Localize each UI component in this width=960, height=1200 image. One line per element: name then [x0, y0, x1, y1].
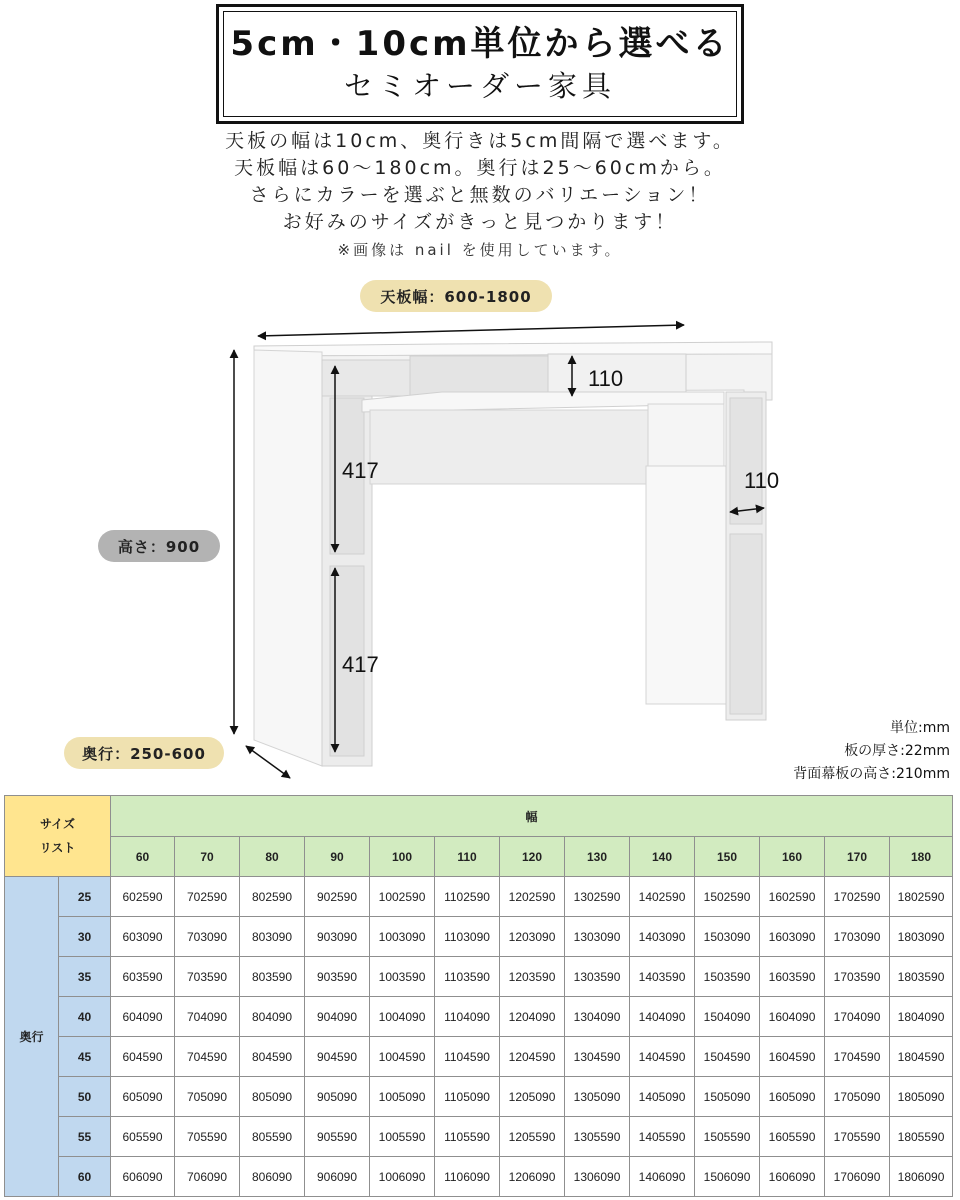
size-code-cell: 1304590 — [565, 1037, 630, 1077]
size-code-cell: 1205090 — [500, 1077, 565, 1117]
size-list-table — [4, 795, 953, 1197]
size-code-cell: 1004090 — [370, 997, 435, 1037]
size-code-cell: 1102590 — [435, 877, 500, 917]
width-column-header: 150 — [695, 837, 760, 877]
size-code-cell: 1604590 — [760, 1037, 825, 1077]
right-lower-opening — [730, 534, 762, 714]
size-code-cell: 803090 — [240, 917, 305, 957]
size-code-cell: 1303090 — [565, 917, 630, 957]
size-code-cell: 905590 — [305, 1117, 370, 1157]
size-code-cell: 705090 — [175, 1077, 240, 1117]
depth-row-header: 30 — [59, 917, 111, 957]
size-code-cell: 804590 — [240, 1037, 305, 1077]
size-code-cell: 805090 — [240, 1077, 305, 1117]
width-column-header: 130 — [565, 837, 630, 877]
depth-row-header: 45 — [59, 1037, 111, 1077]
size-code-cell: 1405090 — [630, 1077, 695, 1117]
size-code-cell: 1805090 — [890, 1077, 953, 1117]
width-column-header: 110 — [435, 837, 500, 877]
desk-apron — [370, 410, 648, 484]
size-code-cell: 1202590 — [500, 877, 565, 917]
size-code-cell: 1004590 — [370, 1037, 435, 1077]
size-code-cell: 1105090 — [435, 1077, 500, 1117]
width-column-header: 160 — [760, 837, 825, 877]
size-code-cell: 705590 — [175, 1117, 240, 1157]
table-row — [5, 1117, 953, 1157]
size-code-cell: 1504090 — [695, 997, 760, 1037]
width-column-header: 70 — [175, 837, 240, 877]
table-row — [5, 1037, 953, 1077]
size-code-cell: 1704090 — [825, 997, 890, 1037]
size-code-cell: 1702590 — [825, 877, 890, 917]
side-shelf-label: 110 — [744, 468, 780, 493]
size-code-cell: 1504590 — [695, 1037, 760, 1077]
size-code-cell: 906090 — [305, 1157, 370, 1197]
size-code-cell: 604090 — [111, 997, 175, 1037]
size-code-cell: 606090 — [111, 1157, 175, 1197]
size-code-cell: 1505590 — [695, 1117, 760, 1157]
title-line-1: 5cm・10cm単位から選べる — [230, 24, 730, 64]
size-code-cell: 703090 — [175, 917, 240, 957]
size-code-cell: 1402590 — [630, 877, 695, 917]
size-code-cell: 1204590 — [500, 1037, 565, 1077]
desk-drawer-face — [648, 404, 724, 466]
size-code-cell: 1503590 — [695, 957, 760, 997]
size-code-cell: 1105590 — [435, 1117, 500, 1157]
size-code-cell: 1106090 — [435, 1157, 500, 1197]
size-code-cell: 602590 — [111, 877, 175, 917]
size-code-cell: 1603590 — [760, 957, 825, 997]
size-code-cell: 605090 — [111, 1077, 175, 1117]
depth-row-header: 55 — [59, 1117, 111, 1157]
size-code-cell: 1005090 — [370, 1077, 435, 1117]
size-code-cell: 704590 — [175, 1037, 240, 1077]
width-range-badge: 天板幅：600-1800 — [360, 280, 552, 312]
size-code-cell: 1104090 — [435, 997, 500, 1037]
top-shelf-label: 110 — [588, 366, 624, 391]
table-row — [5, 1077, 953, 1117]
size-code-cell: 1103590 — [435, 957, 500, 997]
right-leg-panel — [646, 466, 726, 704]
depth-group-header: 奥行 — [5, 877, 59, 1197]
size-code-cell: 706090 — [175, 1157, 240, 1197]
depth-row-header: 25 — [59, 877, 111, 917]
size-code-cell: 703590 — [175, 957, 240, 997]
size-code-cell: 1503090 — [695, 917, 760, 957]
width-column-header: 100 — [370, 837, 435, 877]
right-upper-opening — [730, 398, 762, 524]
width-column-header: 80 — [240, 837, 305, 877]
size-table-body — [5, 877, 953, 1197]
size-code-cell: 1505090 — [695, 1077, 760, 1117]
size-code-cell: 1805590 — [890, 1117, 953, 1157]
size-code-cell: 1003590 — [370, 957, 435, 997]
size-code-cell: 1404590 — [630, 1037, 695, 1077]
size-code-cell: 904590 — [305, 1037, 370, 1077]
width-column-headers — [5, 837, 953, 877]
back-panel-height-note: 背面幕板の高さ:210mm — [793, 766, 950, 782]
size-code-cell: 804090 — [240, 997, 305, 1037]
size-code-cell: 805590 — [240, 1117, 305, 1157]
size-code-cell: 1305090 — [565, 1077, 630, 1117]
height-badge: 高さ：900 — [98, 530, 220, 562]
size-code-cell: 1203090 — [500, 917, 565, 957]
size-code-cell: 704090 — [175, 997, 240, 1037]
size-code-cell: 702590 — [175, 877, 240, 917]
size-code-cell: 1803090 — [890, 917, 953, 957]
width-column-header: 140 — [630, 837, 695, 877]
table-row — [5, 997, 953, 1037]
size-code-cell: 803590 — [240, 957, 305, 997]
size-code-cell: 1605090 — [760, 1077, 825, 1117]
width-column-header: 120 — [500, 837, 565, 877]
size-code-cell: 1404090 — [630, 997, 695, 1037]
size-code-cell: 1604090 — [760, 997, 825, 1037]
description-line: 天板の幅は10cm、奥行きは5cm間隔で選べます。 — [225, 130, 735, 152]
size-code-cell: 1806090 — [890, 1157, 953, 1197]
size-code-cell: 905090 — [305, 1077, 370, 1117]
size-code-cell: 1206090 — [500, 1157, 565, 1197]
size-code-cell: 903090 — [305, 917, 370, 957]
size-code-cell: 1704590 — [825, 1037, 890, 1077]
size-code-cell: 1405590 — [630, 1117, 695, 1157]
size-code-cell: 1606090 — [760, 1157, 825, 1197]
width-column-header: 90 — [305, 837, 370, 877]
size-code-cell: 1203590 — [500, 957, 565, 997]
size-code-cell: 1703090 — [825, 917, 890, 957]
left-side-panel — [254, 350, 322, 766]
description-line: 天板幅は60〜180cm。奥行は25〜60cmから。 — [234, 157, 726, 179]
description-line: お好みのサイズがきっと見つかります！ — [282, 211, 678, 233]
size-code-cell: 1506090 — [695, 1157, 760, 1197]
size-code-cell: 1303590 — [565, 957, 630, 997]
size-code-cell: 1705090 — [825, 1077, 890, 1117]
table-row — [5, 1157, 953, 1197]
width-column-header: 60 — [111, 837, 175, 877]
depth-row-header: 50 — [59, 1077, 111, 1117]
size-code-cell: 1205590 — [500, 1117, 565, 1157]
table-row — [5, 877, 953, 917]
size-code-cell: 1802590 — [890, 877, 953, 917]
width-column-header: 180 — [890, 837, 953, 877]
size-code-cell: 1306090 — [565, 1157, 630, 1197]
description-line: さらにカラーを選ぶと無数のバリエーション！ — [249, 184, 711, 206]
size-code-cell: 1406090 — [630, 1157, 695, 1197]
depth-row-header: 40 — [59, 997, 111, 1037]
size-code-cell: 605590 — [111, 1117, 175, 1157]
upper-center-cubby — [410, 356, 548, 396]
size-code-cell: 1706090 — [825, 1157, 890, 1197]
size-code-cell: 1803590 — [890, 957, 953, 997]
size-code-cell: 1602590 — [760, 877, 825, 917]
size-code-cell: 1804090 — [890, 997, 953, 1037]
size-code-cell: 1703590 — [825, 957, 890, 997]
size-code-cell: 802590 — [240, 877, 305, 917]
size-code-cell: 1005590 — [370, 1117, 435, 1157]
image-note: ※画像は nail を使用しています。 — [337, 241, 623, 259]
board-thickness-note: 板の厚さ:22mm — [844, 743, 950, 759]
depth-row-header: 60 — [59, 1157, 111, 1197]
size-code-cell: 1403090 — [630, 917, 695, 957]
size-code-cell: 903590 — [305, 957, 370, 997]
size-code-cell: 1502590 — [695, 877, 760, 917]
size-code-cell: 1104590 — [435, 1037, 500, 1077]
lower-opening-label: 417 — [342, 652, 379, 677]
width-column-header: 170 — [825, 837, 890, 877]
size-code-cell: 1804590 — [890, 1037, 953, 1077]
units-block — [793, 717, 950, 786]
size-code-cell: 1003090 — [370, 917, 435, 957]
upper-opening-label: 417 — [342, 458, 379, 483]
width-arrow — [258, 325, 684, 336]
size-code-cell: 1705590 — [825, 1117, 890, 1157]
size-code-cell: 902590 — [305, 877, 370, 917]
title-line-2: セミオーダー家具 — [343, 69, 616, 103]
size-list-corner — [5, 796, 111, 877]
width-header: 幅 — [111, 796, 953, 837]
size-code-cell: 603590 — [111, 957, 175, 997]
size-code-cell: 904090 — [305, 997, 370, 1037]
size-code-cell: 1006090 — [370, 1157, 435, 1197]
size-code-cell: 1403590 — [630, 957, 695, 997]
size-code-cell: 603090 — [111, 917, 175, 957]
size-code-cell: 1603090 — [760, 917, 825, 957]
size-code-cell: 1002590 — [370, 877, 435, 917]
size-code-cell: 1304090 — [565, 997, 630, 1037]
size-code-cell: 1103090 — [435, 917, 500, 957]
unit-note: 単位:mm — [890, 720, 950, 736]
size-code-cell: 604590 — [111, 1037, 175, 1077]
size-code-cell: 1605590 — [760, 1117, 825, 1157]
table-row — [5, 957, 953, 997]
size-code-cell: 1302590 — [565, 877, 630, 917]
corner-label-line-1: サイズ — [39, 817, 76, 831]
depth-range-badge: 奥行：250-600 — [64, 737, 224, 769]
size-code-cell: 1204090 — [500, 997, 565, 1037]
depth-row-header: 35 — [59, 957, 111, 997]
size-code-cell: 1305590 — [565, 1117, 630, 1157]
corner-label-line-2: リスト — [39, 841, 76, 855]
size-code-cell: 806090 — [240, 1157, 305, 1197]
table-row — [5, 917, 953, 957]
